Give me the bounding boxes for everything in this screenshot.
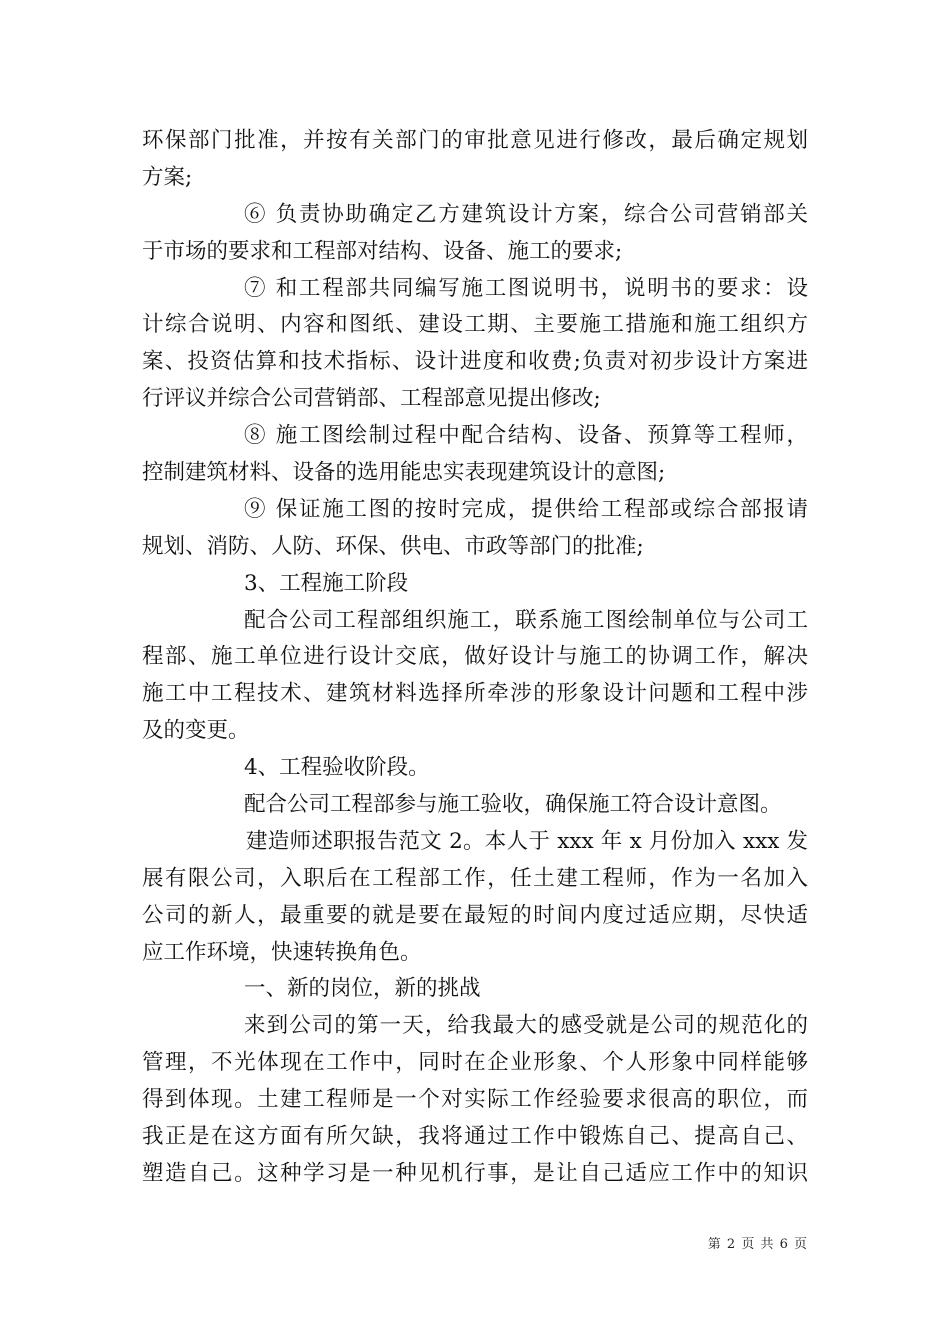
text-line: 施工中工程技术、建筑材料选择所牵涉的形象设计问题和工程中涉 (142, 681, 808, 707)
text-line: 程部、施工单位进行设计交底，做好设计与施工的协调工作，解决 (142, 644, 808, 670)
text-line: 公司的新人，最重要的就是要在最短的时间内度过适应期，尽快适 (142, 902, 808, 928)
text-line: 于市场的要求和工程部对结构、设备、施工的要求; (142, 238, 623, 264)
list-item-7: ⑦ 和工程部共同编写施工图说明书，说明书的要求：设 (244, 275, 808, 301)
text-line: 计综合说明、内容和图纸、建设工期、主要施工措施和施工组织方 (142, 312, 808, 338)
text-line: 环保部门批准，并按有关部门的审批意见进行修改，最后确定规划 (142, 128, 808, 153)
paragraph-start: 配合公司工程部参与施工验收，确保施工符合设计意图。 (244, 792, 782, 818)
text-line: 我正是在这方面有所欠缺，我将通过工作中锻炼自己、提高自己、 (142, 1124, 808, 1150)
text-line: 应工作环境，快速转换角色。 (142, 939, 422, 965)
text-line: 展有限公司，入职后在工程部工作，任土建工程师，作为一名加入 (142, 865, 808, 891)
text-line: 行评议并综合公司营销部、工程部意见提出修改; (142, 386, 601, 412)
text-line: 控制建筑材料、设备的选用能忠实表现建筑设计的意图; (142, 460, 666, 486)
text-line: 方案; (142, 164, 193, 190)
paragraph-start: 来到公司的第一天，给我最大的感受就是公司的规范化的 (244, 1013, 808, 1039)
list-item-9: ⑨ 保证施工图的按时完成，提供给工程部或综合部报请 (244, 496, 808, 522)
section-heading: 4、工程验收阶段。 (244, 755, 430, 781)
text-line: 管理，不光体现在工作中，同时在企业形象、个人形象中同样能够 (142, 1050, 808, 1076)
list-item-8: ⑧ 施工图绘制过程中配合结构、设备、预算等工程师， (244, 423, 808, 449)
section-heading: 一、新的岗位，新的挑战 (244, 976, 481, 1002)
paragraph-start: 建造师述职报告范文 2。本人于 xxx 年 x 月份加入 xxx 发 (246, 828, 808, 854)
text-line: 塑造自己。这种学习是一种见机行事，是让自己适应工作中的知识 (142, 1160, 808, 1186)
list-item-6: ⑥ 负责协助确定乙方建筑设计方案，综合公司营销部关 (244, 201, 808, 227)
text-line: 得到体现。土建工程师是一个对实际工作经验要求很高的职位，而 (142, 1087, 808, 1113)
section-heading: 3、工程施工阶段 (244, 570, 409, 596)
paragraph-start: 配合公司工程部组织施工，联系施工图绘制单位与公司工 (244, 607, 808, 633)
text-line: 案、投资估算和技术指标、设计进度和收费;负责对初步设计方案进 (142, 349, 808, 375)
page-number: 第 2 页 共 6 页 (707, 1237, 808, 1252)
text-line: 及的变更。 (142, 718, 250, 744)
text-line: 规划、消防、人防、环保、供电、市政等部门的批准; (142, 533, 644, 559)
document-body (142, 123, 808, 1193)
